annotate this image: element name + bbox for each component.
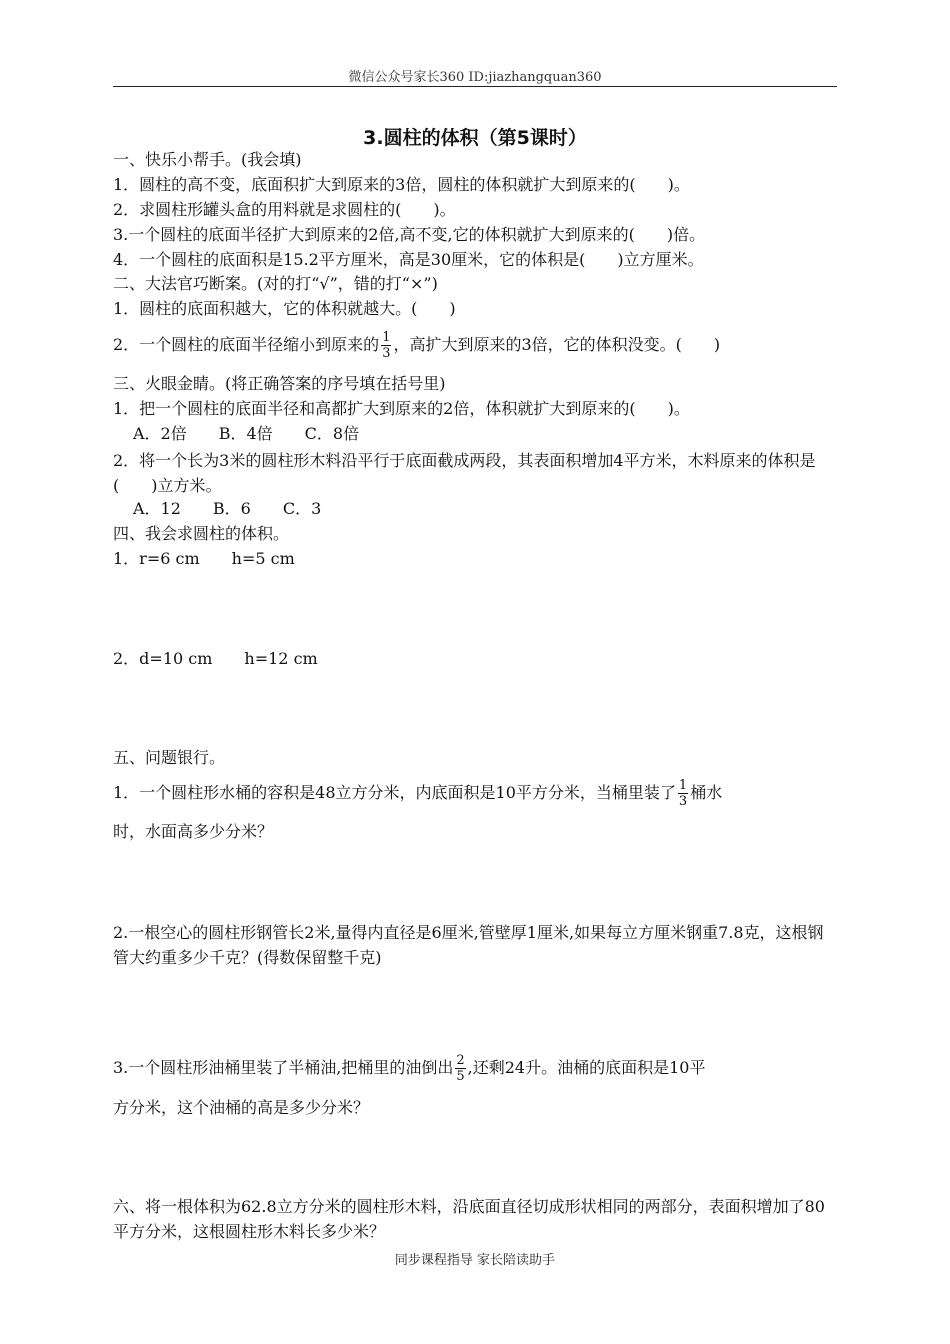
s5-question-1 — [113, 778, 837, 809]
s2-question-1: 1．圆柱的底面积越大，它的体积就越大。( ) — [113, 299, 456, 318]
s3-question-2: 2．将一个长为3米的圆柱形木料沿平行于底面截成两段，其表面积增加4平方米，木料原来的体积是( )立方米。 — [113, 451, 816, 495]
s4-question-2: 2．d=10 cm h=12 cm — [113, 649, 318, 668]
section2-heading: 二、大法官巧断案。(对的打“√”，错的打“×”) — [113, 274, 438, 293]
s3-question-1: 1．把一个圆柱的底面半径和高都扩大到原来的2倍，体积就扩大到原来的( )。 — [113, 399, 690, 418]
fraction — [381, 330, 391, 361]
fraction-denominator: 5 — [456, 1069, 465, 1084]
s5-q3-text-before: 3.一个圆柱形油桶里装了半桶油,把桶里的油倒出 — [113, 1058, 454, 1077]
fraction-numerator: 1 — [678, 778, 688, 793]
s3-q2-options: A．12 B．6 C．3 — [133, 499, 322, 518]
s5-q1-text-before: 1．一个圆柱形水桶的容积是48立方分米，内底面积是10平方分米，当桶里装了 — [113, 783, 676, 802]
s2-question-2 — [113, 330, 837, 361]
s3-q1-options: A．2倍 B．4倍 C．8倍 — [133, 424, 360, 443]
section6-question: 六、将一根体积为62.8立方分米的圆柱形木料，沿底面直径切成形状相同的两部分，表面积增加了80平方分米，这根圆柱形木料长多少米？ — [113, 1197, 825, 1241]
s4-question-1: 1．r=6 cm h=5 cm — [113, 549, 295, 568]
s1-question-2: 2．求圆柱形罐头盒的用料就是求圆柱的( )。 — [113, 200, 456, 219]
section4-heading: 四、我会求圆柱的体积。 — [113, 524, 290, 543]
s2-q2-text-before: 2．一个圆柱的底面半径缩小到原来的 — [113, 335, 380, 354]
section5-heading: 五、问题银行。 — [113, 748, 226, 767]
s1-question-1: 1．圆柱的高不变，底面积扩大到原来的3倍，圆柱的体积就扩大到原来的( )。 — [113, 175, 690, 194]
s5-q1-line2: 时，水面高多少分米？ — [113, 822, 274, 841]
fraction — [455, 1053, 465, 1084]
s5-q1-text-after: 桶水 — [690, 783, 723, 802]
fraction-numerator: 1 — [382, 330, 391, 345]
s2-q2-text-after: ，高扩大到原来的3倍，它的体积没变。( ) — [393, 335, 721, 354]
fraction-denominator: 3 — [382, 346, 391, 361]
page-header: 微信公众号家长360 ID:jiazhangquan360 — [348, 70, 602, 85]
section1-heading: 一、快乐小帮手。(我会填) — [113, 150, 302, 169]
s1-question-3: 3.一个圆柱的底面半径扩大到原来的2倍,高不变,它的体积就扩大到原来的( )倍。 — [113, 225, 706, 244]
s5-q3-text-after: ,还剩24升。油桶的底面积是10平 — [467, 1058, 706, 1077]
section3-heading: 三、火眼金睛。(将正确答案的序号填在括号里) — [113, 374, 446, 393]
fraction-numerator: 2 — [456, 1053, 465, 1068]
fraction — [678, 778, 688, 809]
page-footer: 同步课程指导 家长陪读助手 — [394, 1253, 556, 1268]
s5-question-2: 2.一根空心的圆柱形钢管长2米,量得内直径是6厘米,管壁厚1厘米,如果每立方厘米钢重7.8克，这根钢管大约重多少千克？(得数保留整千克) — [113, 923, 824, 967]
page-title: 3.圆柱的体积（第5课时） — [363, 127, 587, 149]
s1-question-4: 4．一个圆柱的底面积是15.2平方厘米，高是30厘米，它的体积是( )立方厘米。 — [113, 250, 704, 269]
fraction-denominator: 3 — [678, 794, 688, 809]
s5-question-3 — [113, 1053, 837, 1084]
header-rule — [113, 86, 837, 87]
s5-q3-line2: 方分米，这个油桶的高是多少分米？ — [113, 1098, 370, 1117]
